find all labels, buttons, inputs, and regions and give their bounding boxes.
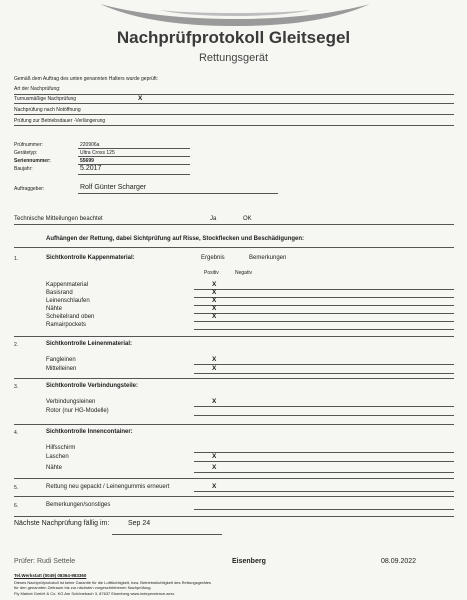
positiv-header: Positiv — [204, 270, 219, 276]
next-value: Sep 24 — [128, 520, 151, 527]
tech-ok: OK — [243, 216, 252, 222]
logo-swoosh — [100, 0, 370, 30]
pruefnummer-label: Prüfnummer: — [14, 142, 43, 148]
baujahr-label: Baujahr: — [14, 166, 33, 172]
repack-mark: X — [212, 483, 217, 490]
page-title: Nachprüfprotokoll Gleitsegel — [116, 28, 351, 47]
section-title: Sichtkontrolle Leinenmaterial: — [46, 341, 133, 347]
list-item: Laschen — [46, 454, 69, 460]
section-title: Sichtkontrolle Verbindungsteile: — [46, 383, 139, 389]
section-num: 4. — [14, 430, 19, 436]
section-num: 2. — [14, 342, 19, 348]
geraetetyp-label: Gerätetyp: — [14, 150, 38, 156]
auftraggeber-value: Rolf Günter Scharger — [80, 184, 147, 191]
seriennummer-label: Seriennummer: — [14, 158, 51, 164]
pruefnummer-value: 220906a — [80, 142, 100, 148]
list-item: Nähte — [46, 465, 63, 471]
ergebnis-header: Ergebnis — [201, 255, 225, 261]
result-mark: X — [212, 305, 217, 312]
tech-label: Technische Mitteilungen beachtet — [14, 216, 103, 222]
result-mark: X — [212, 398, 217, 405]
section-num: 5. — [14, 485, 19, 491]
section-num: 1. — [14, 256, 19, 262]
section-intro: Aufhängen der Rettung, dabei Sichtprüfung auf Risse, Stockflecken und Beschädigungen: — [46, 236, 305, 242]
disclaimer: für den genannten Zeitraum bis zur nächsten vorgeschriebenen Nachprüfung. — [14, 585, 152, 590]
section-num: 3. — [14, 384, 19, 390]
list-item: Mittelleinen — [46, 366, 77, 372]
ort: Eisenberg — [232, 558, 266, 565]
section-title: Sichtkontrolle Kappenmaterial: — [46, 255, 135, 261]
werkstatt-phone: Tel.Werkstatt (0049) 08364-983360 — [14, 573, 87, 578]
result-mark: X — [212, 297, 217, 304]
section-num: 6. — [14, 503, 19, 509]
result-mark: X — [212, 453, 217, 460]
art-mark: X — [138, 95, 143, 102]
next-label: Nächste Nachprüfung fällig im: — [14, 520, 110, 527]
art-item: Prüfung zur Betriebsdauer -Verlängerung — [14, 118, 106, 124]
baujahr-value: 5.2017 — [80, 165, 102, 172]
result-mark: X — [212, 313, 217, 320]
seriennummer-value: 55699 — [80, 158, 94, 164]
result-mark: X — [212, 289, 217, 296]
result-mark: X — [212, 281, 217, 288]
company-address: Fly Market GmbH & Co. KG Am Schönebach 3, 87637 Eisenberg www.independence.aero — [14, 591, 175, 596]
list-item: Leinenschlaufen — [46, 298, 90, 304]
result-mark: X — [212, 356, 217, 363]
section-title: Sichtkontrolle Innencontainer: — [46, 429, 133, 435]
page-subtitle: Rettungsgerät — [198, 52, 269, 64]
intro-text: Gemäß dem Auftrag des unten genannten Halters wurde geprüft: — [14, 76, 158, 82]
disclaimer: Dieses Nachprüfprotokoll ist keine Garantie für die Lufttüchtigkeit, bzw. Betriebstüchtigkeit des Rettungsgerätes — [14, 580, 211, 585]
auftraggeber-label: Auftraggeber: — [14, 186, 45, 192]
list-item: Basisrand — [46, 290, 73, 296]
pruefer: Prüfer: Rudi Settele — [14, 558, 76, 565]
result-mark: X — [212, 365, 217, 372]
datum: 08.09.2022 — [381, 558, 417, 565]
art-item: Nachprüfung nach Notöffnung — [14, 107, 81, 113]
tech-ja: Ja — [210, 216, 217, 222]
list-item: Verbindungsleinen — [46, 399, 96, 405]
repack-label: Rettung neu gepackt / Leinengummis erneuert — [46, 484, 170, 490]
negativ-header: Negativ — [235, 270, 252, 276]
result-mark: X — [212, 464, 217, 471]
bemerkungen-header: Bemerkungen — [249, 255, 287, 261]
list-item: Nähte — [46, 306, 63, 312]
list-item: Ramairpockets — [46, 322, 87, 328]
list-item: Scheitelrand oben — [46, 314, 95, 320]
geraetetyp-value: Ultra Cross 125 — [80, 150, 115, 156]
list-item: Hilfsschirm — [46, 445, 76, 451]
list-item: Kappenmaterial — [46, 282, 89, 288]
remarks-label: Bemerkungen/sonstiges — [46, 502, 111, 508]
art-label: Art der Nachprüfung: — [14, 86, 61, 92]
list-item: Rotor (nur HG-Modelle) — [46, 408, 109, 414]
list-item: Fangleinen — [46, 357, 76, 363]
art-item: Turnusmäßige Nachprüfung — [14, 96, 77, 102]
